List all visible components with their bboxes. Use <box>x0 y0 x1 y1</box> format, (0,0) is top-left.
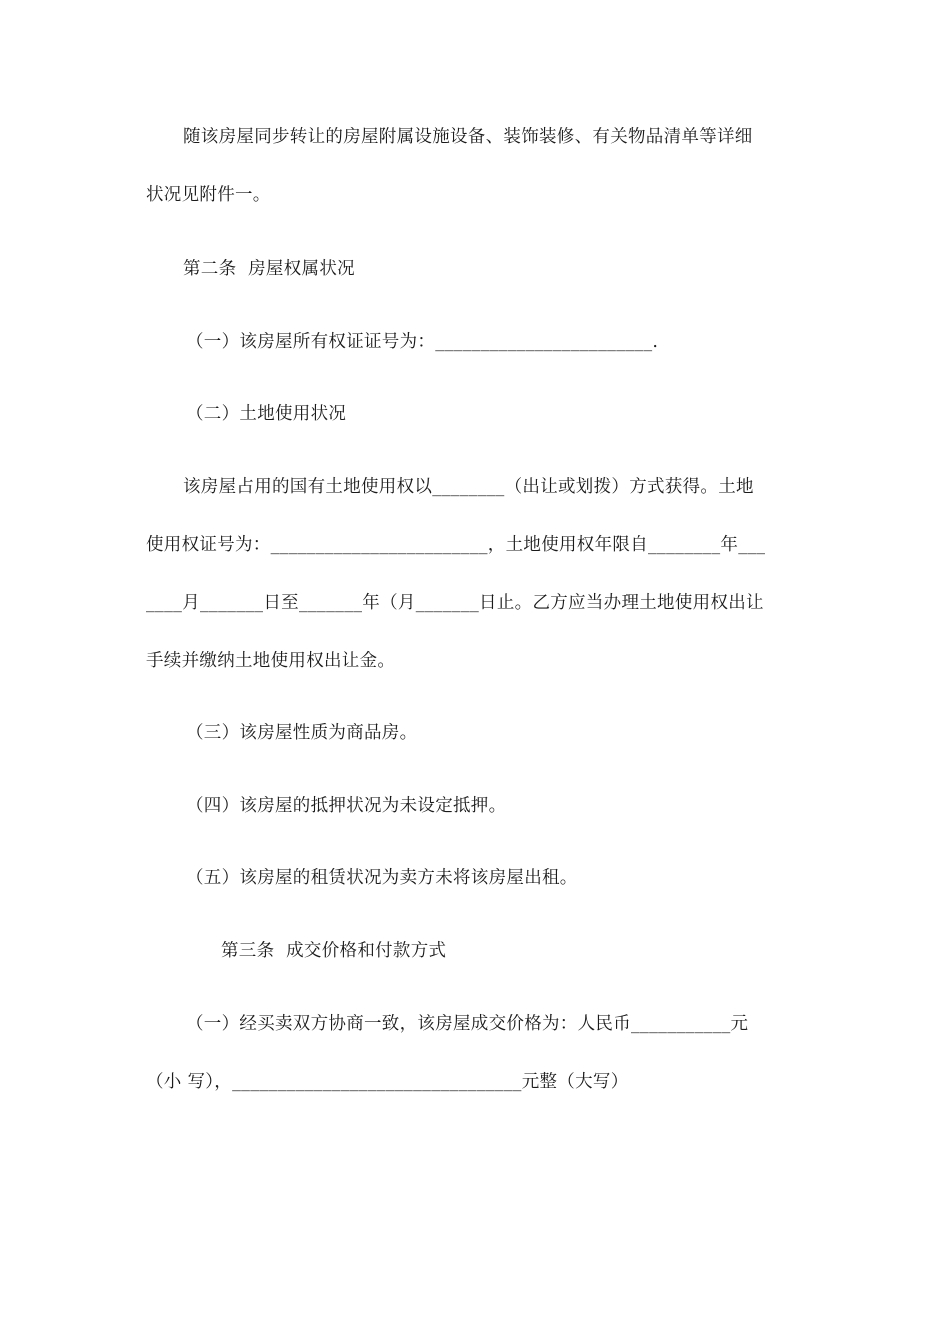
clause-line: （一）经买卖双方协商一致，该房屋成交价格为：人民币___________元 <box>186 1014 749 1034</box>
clause-line: （五）该房屋的租赁状况为卖方未将该房屋出租。 <box>186 868 578 888</box>
paragraph-line: 状况见附件一。 <box>146 185 271 205</box>
clause-line: （一）该房屋所有权证证号为：________________________. <box>186 332 659 352</box>
clause-line: （四）该房屋的抵押状况为未设定抵押。 <box>186 796 507 816</box>
paragraph-line: 手续并缴纳土地使用权出让金。 <box>146 651 396 671</box>
paragraph-line: 该房屋占用的国有土地使用权以________（出让或划拨）方式获得。土地 <box>183 477 754 497</box>
section-heading: 第三条 成交价格和付款方式 <box>221 941 447 961</box>
paragraph-line: 随该房屋同步转让的房屋附属设施设备、装饰装修、有关物品清单等详细 <box>183 127 753 147</box>
paragraph-line: （小 写），________________________________元整（大写） <box>146 1072 629 1092</box>
paragraph-line: ____月_______日至_______年（月_______日止。乙方应当办理土地使用权出让 <box>146 593 764 613</box>
clause-line: （二）土地使用状况 <box>186 404 347 424</box>
paragraph-line: 使用权证号为：________________________，土地使用权年限自________年___ <box>146 535 766 555</box>
section-heading: 第二条 房屋权属状况 <box>183 259 355 279</box>
clause-line: （三）该房屋性质为商品房。 <box>186 723 418 743</box>
